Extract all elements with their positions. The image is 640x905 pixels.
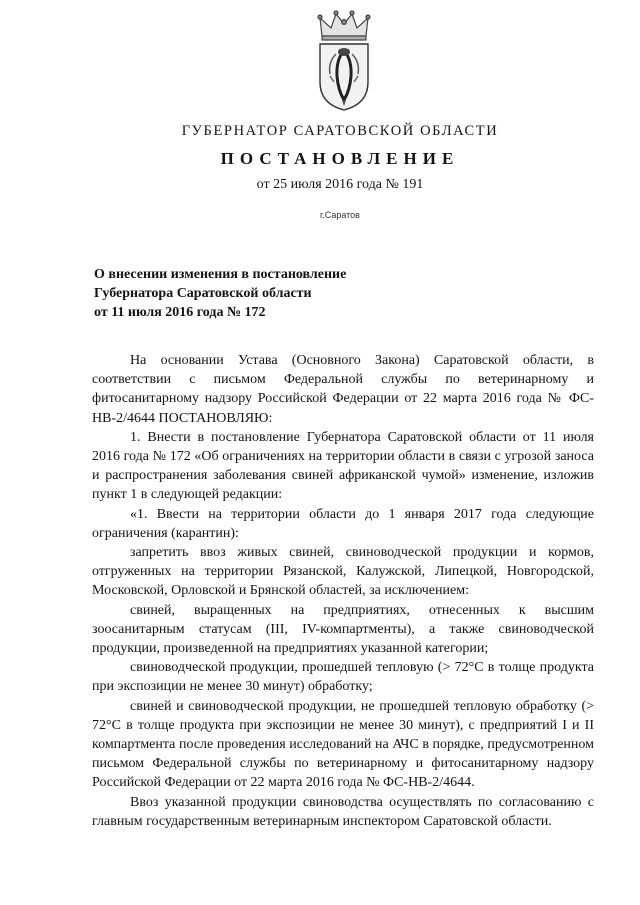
document-date-number: от 25 июля 2016 года № 191 [256,177,424,192]
body-paragraph: Ввоз указанной продукции свиноводства осуществлять по согласованию с главным государственным ветеринарным инспектором Саратовской области. [92,794,594,829]
coat-of-arms-icon [314,10,374,112]
document-type-title: ПОСТАНОВЛЕНИЕ [220,149,460,168]
body-paragraph: запретить ввоз живых свиней, свиноводческой продукции и кормов, отгруженных на территории Рязанской, Калужской, Липецкой, Новгородской, Московской, Орловской и Брянской областей, за исключением: [92,545,594,599]
subject-line: Губернатора Саратовской области [94,286,312,301]
document-subject [94,265,514,322]
body-paragraph: «1. Ввести на территории области до 1 января 2017 года следующие ограничения (карантин): [92,506,594,541]
city-label: г.Саратов [320,210,360,220]
crown-icon [318,11,370,40]
body-paragraph: 1. Внести в постановление Губернатора Саратовской области от 11 июля 2016 года № 172 «Об ограничениях на территории области в связи с угрозой заноса и распространения заболевания свиней африканской чумой» изменение, изложив пункт 1 в следующей редакции: [92,429,594,503]
body-paragraph: свиней, выращенных на предприятиях, отнесенных к высшим зоосанитарным статусам (III, IV-компартменты), а также свиноводческой продукции, произведенной на предприятиях указанной категории; [92,602,594,657]
document-body [92,351,594,831]
issuing-authority: ГУБЕРНАТОР САРАТОВСКОЙ ОБЛАСТИ [181,123,499,139]
shield-icon [320,44,368,110]
body-paragraph: свиней и свиноводческой продукции, не прошедшей тепловую обработку (> 72°С в толще продукта при экспозиции не менее 30 минут), с предприятий I и II компартмента после проведения исследований на АЧС в порядке, предусмотренном письмом Федеральной службы по ветеринарному и фитосанитарному надзору Российской Федерации от 22 марта 2016 года № ФС-НВ-2/4644. [92,698,594,791]
subject-line: О внесении изменения в постановление [94,267,347,282]
body-paragraph: свиноводческой продукции, прошедшей тепловую (> 72°С в толще продукта при экспозиции не менее 30 минут) обработку; [92,660,594,695]
body-paragraph: На основании Устава (Основного Закона) Саратовской области, в соответствии с письмом Федеральной службы по ветеринарному и фитосанитарному надзору Российской Федерации от 22 марта 2016 года № ФС-НВ-2/4644 ПОСТАНОВЛЯЮ: [92,353,594,426]
subject-line: от 11 июля 2016 года № 172 [94,305,266,320]
